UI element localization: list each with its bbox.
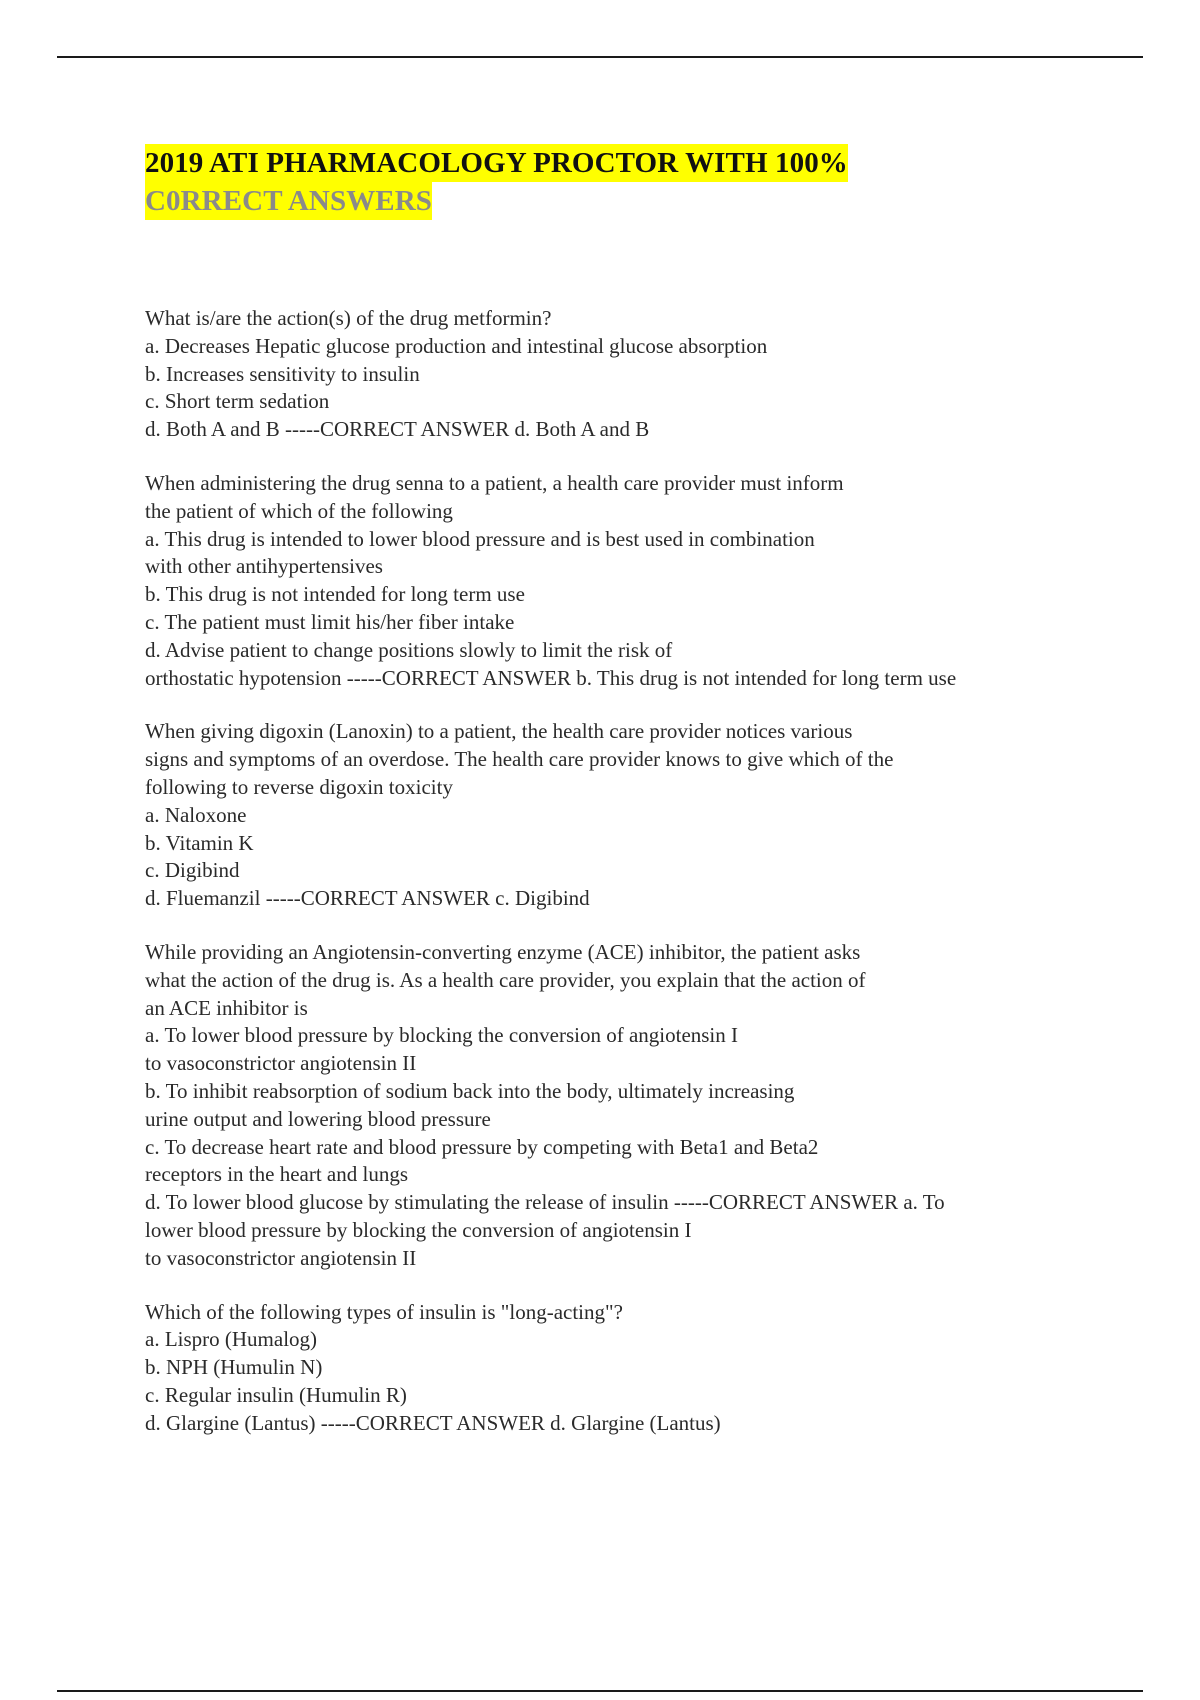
- question-line: receptors in the heart and lungs: [145, 1162, 408, 1187]
- question-line: what the action of the drug is. As a health care provider, you explain that the action of: [145, 967, 866, 992]
- question-block: [145, 939, 1155, 1273]
- document-title: [145, 144, 848, 220]
- question-line: b. NPH (Humulin N): [145, 1355, 323, 1380]
- question-line: d. To lower blood glucose by stimulating the release of insulin -----CORRECT ANSWER a. To: [145, 1190, 945, 1215]
- question-block: [145, 1299, 1155, 1438]
- question-line: to vasoconstrictor angiotensin II: [145, 1051, 417, 1076]
- question-line: to vasoconstrictor angiotensin II: [145, 1245, 417, 1270]
- question-line: a. Naloxone: [145, 802, 247, 827]
- question-line: signs and symptoms of an overdose. The health care provider knows to give which of the: [145, 747, 894, 772]
- question-text: When administering the drug senna to a patient, a health care provider must inform: [145, 470, 844, 495]
- question-text: Which of the following types of insulin is "long-acting"?: [145, 1299, 623, 1324]
- question-line: c. Digibind: [145, 858, 240, 883]
- question-text: While providing an Angiotensin-converting enzyme (ACE) inhibitor, the patient asks: [145, 939, 861, 964]
- question-line: c. To decrease heart rate and blood pressure by competing with Beta1 and Beta2: [145, 1134, 819, 1159]
- question-line: b. This drug is not intended for long term use: [145, 582, 525, 607]
- question-line: a. Decreases Hepatic glucose production and intestinal glucose absorption: [145, 333, 768, 358]
- question-line: d. Advise patient to change positions slowly to limit the risk of: [145, 637, 673, 662]
- question-line: a. Lispro (Humalog): [145, 1327, 318, 1352]
- title-line-1: 2019 ATI PHARMACOLOGY PROCTOR WITH 100%: [145, 144, 848, 182]
- question-line: with other antihypertensives: [145, 554, 383, 579]
- question-line: b. To inhibit reabsorption of sodium back into the body, ultimately increasing: [145, 1078, 795, 1103]
- question-line: the patient of which of the following: [145, 498, 453, 523]
- question-line: c. The patient must limit his/her fiber intake: [145, 609, 515, 634]
- title-line-2: C0RRECT ANSWERS: [145, 182, 432, 220]
- question-line: d. Fluemanzil -----CORRECT ANSWER c. Digibind: [145, 886, 590, 911]
- question-line: a. To lower blood pressure by blocking the conversion of angiotensin I: [145, 1023, 739, 1048]
- question-line: c. Short term sedation: [145, 389, 330, 414]
- bottom-rule: [57, 1690, 1143, 1692]
- question-line: lower blood pressure by blocking the conversion of angiotensin I: [145, 1217, 692, 1242]
- question-line: d. Both A and B -----CORRECT ANSWER d. Both A and B: [145, 417, 650, 442]
- question-line: an ACE inhibitor is: [145, 995, 308, 1020]
- question-list: [145, 305, 1155, 1463]
- top-rule: [57, 56, 1143, 58]
- question-line: urine output and lowering blood pressure: [145, 1106, 491, 1131]
- question-line: b. Vitamin K: [145, 830, 254, 855]
- question-text: When giving digoxin (Lanoxin) to a patient, the health care provider notices various: [145, 719, 853, 744]
- question-line: orthostatic hypotension -----CORRECT ANSWER b. This drug is not intended for long term use: [145, 665, 957, 690]
- question-line: following to reverse digoxin toxicity: [145, 774, 453, 799]
- question-block: [145, 718, 1155, 913]
- question-block: [145, 305, 1155, 444]
- question-line: a. This drug is intended to lower blood pressure and is best used in combination: [145, 526, 815, 551]
- question-line: b. Increases sensitivity to insulin: [145, 361, 420, 386]
- question-text: What is/are the action(s) of the drug metformin?: [145, 306, 552, 330]
- question-block: [145, 470, 1155, 692]
- question-line: d. Glargine (Lantus) -----CORRECT ANSWER d. Glargine (Lantus): [145, 1410, 721, 1435]
- question-line: c. Regular insulin (Humulin R): [145, 1382, 407, 1407]
